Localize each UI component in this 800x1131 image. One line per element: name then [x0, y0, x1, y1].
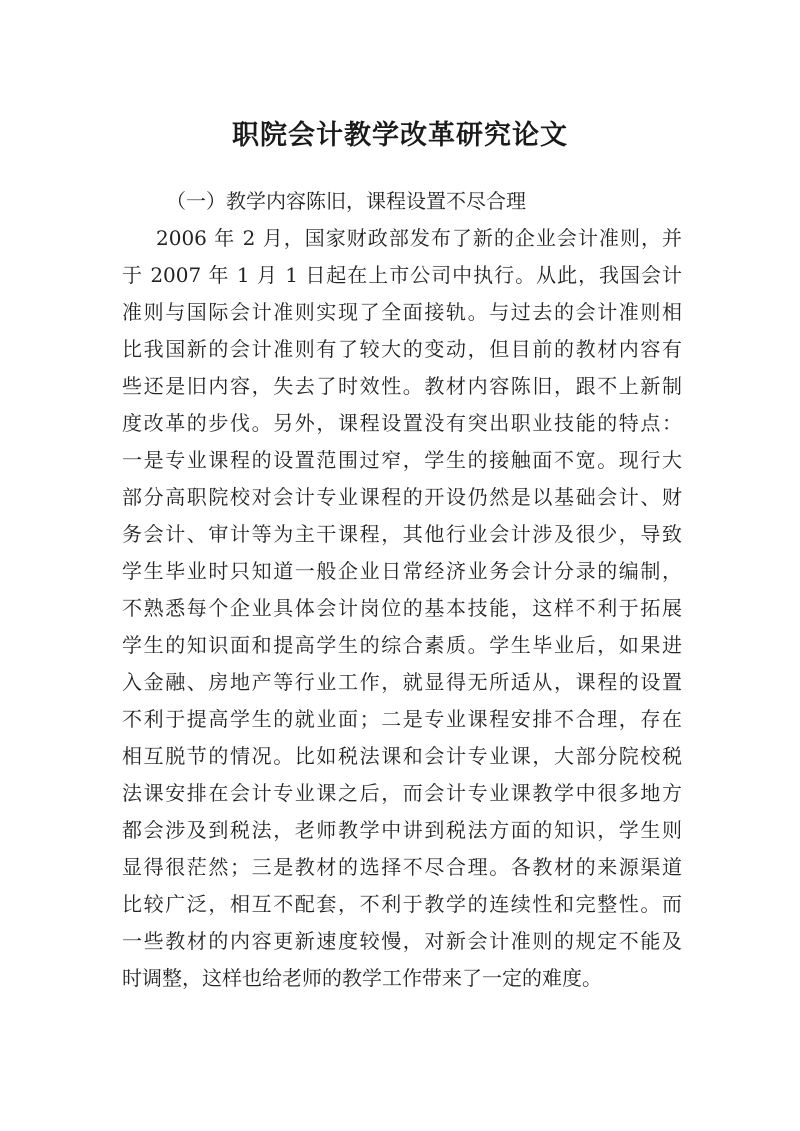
paragraph-line: 2006 年 2 月，国家财政部发布了新的企业会计准则，并 [156, 226, 682, 250]
paragraph-line: 相互脱节的情况。比如税法课和会计专业课，大部分院校税 [122, 744, 682, 768]
paragraph-line: 不利于提高学生的就业面；二是专业课程安排不合理，存在 [122, 707, 682, 731]
paragraph-line: 显得很茫然；三是教材的选择不尽合理。各教材的来源渠道 [122, 855, 682, 879]
paragraph-line: 法课安排在会计专业课之后，而会计专业课教学中很多地方 [122, 781, 682, 805]
paragraph-line: 些还是旧内容，失去了时效性。教材内容陈旧，跟不上新制 [122, 374, 682, 398]
paragraph-line: 务会计、审计等为主干课程，其他行业会计涉及很少，导致 [122, 522, 682, 546]
paragraph [122, 220, 682, 997]
paragraph-line: 不熟悉每个企业具体会计岗位的基本技能，这样不利于拓展 [122, 596, 682, 620]
page-title: 职院会计教学改革研究论文 [232, 120, 568, 152]
paragraph-line: 比我国新的会计准则有了较大的变动，但目前的教材内容有 [122, 337, 682, 361]
paragraph-line: 于 2007 年 1 月 1 日起在上市公司中执行。从此，我国会计 [122, 263, 682, 287]
paragraph-line: 学生的知识面和提高学生的综合素质。学生毕业后，如果进 [122, 633, 682, 657]
paragraph-line: 准则与国际会计准则实现了全面接轨。与过去的会计准则相 [122, 300, 682, 324]
paragraph-line: 都会涉及到税法，老师教学中讲到税法方面的知识，学生则 [122, 818, 682, 842]
paragraph-line: 比较广泛，相互不配套，不利于教学的连续性和完整性。而 [122, 892, 682, 916]
paragraph-line: 一是专业课程的设置范围过窄，学生的接触面不宽。现行大 [122, 448, 682, 472]
section-heading: （一）教学内容陈旧，课程设置不尽合理 [166, 189, 526, 213]
paragraph-line: 度改革的步伐。另外，课程设置没有突出职业技能的特点： [122, 411, 682, 435]
paragraph-line: 入金融、房地产等行业工作，就显得无所适从，课程的设置 [122, 670, 682, 694]
document-body [122, 183, 682, 997]
paragraph-line: 学生毕业时只知道一般企业日常经济业务会计分录的编制， [122, 559, 682, 583]
paragraph-line: 一些教材的内容更新速度较慢，对新会计准则的规定不能及 [122, 929, 682, 953]
paragraph-line: 部分高职院校对会计专业课程的开设仍然是以基础会计、财 [122, 485, 682, 509]
paragraph-line: 时调整，这样也给老师的教学工作带来了一定的难度。 [122, 966, 602, 990]
